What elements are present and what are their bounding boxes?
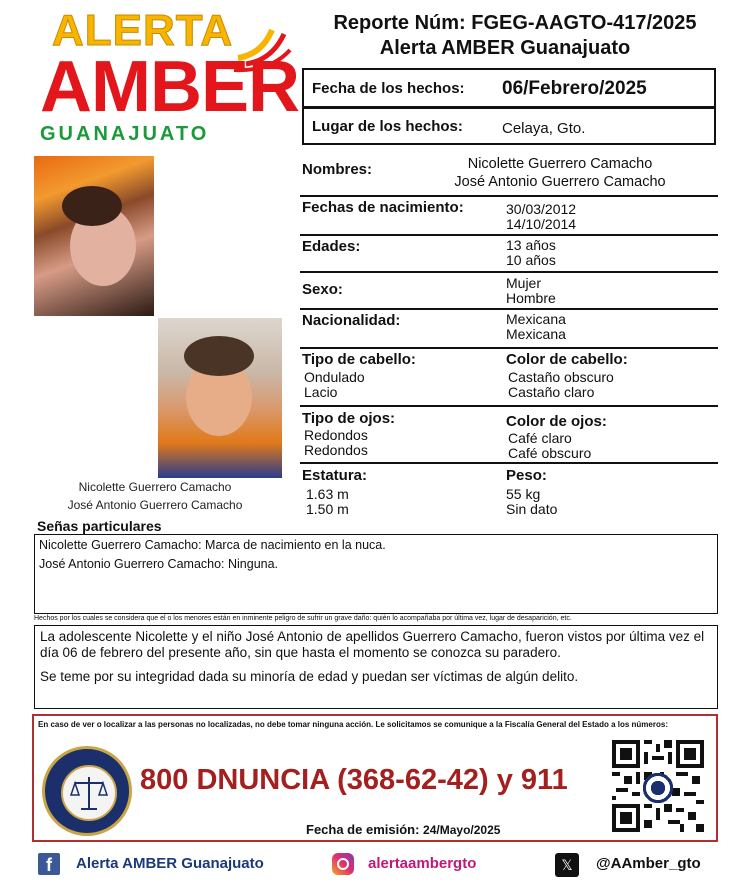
facts-note: Hechos por los cuales se considera que el o los menores están en inminente peligro de sufrir un grave daño: quién lo acompañaba por última vez, lugar de desaparición, etc. <box>34 615 572 622</box>
instagram-icon[interactable] <box>332 853 354 875</box>
nationality-value-2: Mexicana <box>506 326 566 342</box>
eye-type-value-2: Redondos <box>304 442 368 458</box>
sex-value-1: Mujer <box>506 275 542 291</box>
place-of-events-label: Lugar de los hechos: <box>312 118 463 135</box>
eye-type-value-1: Redondos <box>304 427 368 443</box>
place-of-events-value: Celaya, Gto. <box>502 120 586 137</box>
names-value-1: Nicolette Guerrero Camacho <box>467 156 653 172</box>
sex-label: Sexo: <box>302 281 343 298</box>
description-box <box>34 625 718 709</box>
eye-type-label: Tipo de ojos: <box>302 410 396 427</box>
distinguishing-marks-box <box>34 534 718 614</box>
hair-color-value-2: Castaño claro <box>508 384 595 400</box>
logo-guanajuato-text: GUANAJUATO <box>40 123 210 145</box>
fiscalia-seal-icon <box>42 746 132 836</box>
nationality-value-1: Mexicana <box>506 311 566 327</box>
age-value-1: 13 años <box>506 237 556 253</box>
report-number: Reporte Núm: FGEG-AAGTO-417/2025 <box>333 12 697 34</box>
names-label: Nombres: <box>302 161 373 178</box>
nationality-label: Nacionalidad: <box>302 312 401 329</box>
names-value-2: José Antonio Guerrero Camacho <box>454 174 666 190</box>
description-paragraph-1: La adolescente Nicolette y el niño José Antonio de apellidos Guerrero Camacho, fueron vistos por última vez el día 06 de febrero del presente año, sin que hasta el momento se conozca su paradero. <box>40 629 705 660</box>
hair-color-value-1: Castaño obscuro <box>508 369 614 385</box>
divider <box>300 347 718 349</box>
facebook-handle[interactable]: Alerta AMBER Guanajuato <box>76 855 264 872</box>
hair-type-value-1: Ondulado <box>304 369 365 385</box>
date-of-events-label: Fecha de los hechos: <box>312 80 465 97</box>
qr-code-icon[interactable] <box>612 740 704 832</box>
birthdate-value-2: 14/10/2014 <box>506 216 577 232</box>
facebook-icon[interactable]: f <box>38 853 60 875</box>
ages-label: Edades: <box>302 238 361 255</box>
x-twitter-icon[interactable]: 𝕏 <box>555 853 579 877</box>
logo-alerta-text: ALERTA <box>52 6 234 55</box>
distinguishing-marks-line-1: Nicolette Guerrero Camacho: Marca de nacimiento en la nuca. <box>39 538 386 552</box>
hair-color-label: Color de cabello: <box>506 351 628 368</box>
logo-amber-text: AMBER <box>40 47 299 127</box>
birthdate-value-1: 30/03/2012 <box>506 201 577 217</box>
height-label: Estatura: <box>302 467 368 484</box>
distinguishing-marks-title: Señas particulares <box>37 518 162 534</box>
divider <box>300 195 718 197</box>
sex-value-2: Hombre <box>506 290 556 306</box>
scales-of-justice-icon <box>63 767 115 819</box>
issue-date-label: Fecha de emisión: <box>306 822 420 837</box>
contact-instructions: En caso de ver o localizar a las personas no localizadas, no debe tomar ninguna acción. Le solicitamos se comunique a la Fiscalía General del Estado a los números: <box>38 720 668 729</box>
weight-value-1: 55 kg <box>506 486 541 502</box>
date-of-events-box <box>302 68 716 108</box>
phone-numbers[interactable]: 800 DNUNCIA (368-62-42) y 911 <box>140 764 568 796</box>
date-of-events-value: 06/Febrero/2025 <box>502 78 647 99</box>
weight-value-2: Sin dato <box>506 501 558 517</box>
place-of-events-box <box>302 107 716 145</box>
eye-color-value-2: Café obscuro <box>508 445 592 461</box>
photo-caption-jose-antonio: José Antonio Guerrero Camacho <box>67 498 243 512</box>
photo-caption-nicolette: Nicolette Guerrero Camacho <box>78 480 232 494</box>
hair-type-label: Tipo de cabello: <box>302 351 416 368</box>
issue-date <box>306 822 500 837</box>
divider <box>300 234 718 236</box>
alert-title: Alerta AMBER Guanajuato <box>379 37 631 59</box>
instagram-handle[interactable]: alertaambergto <box>368 855 477 872</box>
divider <box>300 271 718 273</box>
x-handle[interactable]: @AAmber_gto <box>596 855 701 872</box>
divider <box>300 462 718 464</box>
eye-color-label: Color de ojos: <box>506 413 607 430</box>
description-paragraph-2: Se teme por su integridad dada su minoría de edad y puedan ser víctimas de algún delito. <box>40 669 579 684</box>
birthdates-label: Fechas de nacimiento: <box>302 199 464 216</box>
distinguishing-marks-line-2: José Antonio Guerrero Camacho: Ninguna. <box>39 557 279 571</box>
eye-color-value-1: Café claro <box>508 430 572 446</box>
divider <box>300 405 718 407</box>
signal-waves-icon <box>232 14 292 74</box>
age-value-2: 10 años <box>506 252 556 268</box>
divider <box>300 308 718 310</box>
height-value-2: 1.50 m <box>306 501 349 517</box>
height-value-1: 1.63 m <box>306 486 349 502</box>
photo-nicolette <box>34 156 154 316</box>
issue-date-value: 24/Mayo/2025 <box>423 823 501 837</box>
photo-jose-antonio <box>158 318 282 478</box>
hair-type-value-2: Lacio <box>304 384 338 400</box>
weight-label: Peso: <box>506 467 547 484</box>
